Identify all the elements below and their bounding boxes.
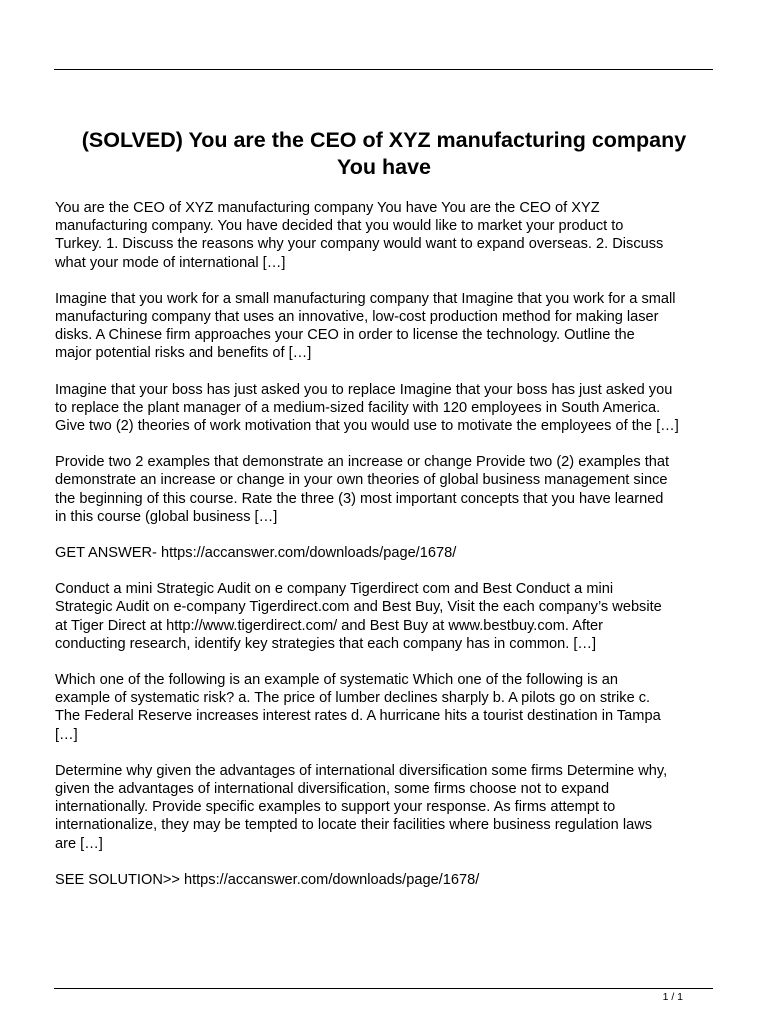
paragraph-ceo-xyz: You are the CEO of XYZ manufacturing company You have You are the CEO of XYZ manufacturing company. You have decided that you would like to market your product to Turkey. 1. Discuss the reasons why your company would want to expand overseas. 2. Discuss what your mode of international […]: [55, 200, 664, 271]
document-body: [55, 199, 717, 907]
see-solution-link[interactable]: SEE SOLUTION>> https://accanswer.com/downloads/page/1678/: [55, 871, 480, 888]
paragraph-strategic-audit: Conduct a mini Strategic Audit on e company Tigerdirect com and Best Conduct a mini Strategic Audit on e-company Tigerdirect.com and Best Buy, Visit the each company’s website at Tiger Direct at http://www.tigerdirect.com/ and Best Buy at www.bestbuy.com. After conducting research, identify key strategies that each company has in common. […]: [55, 581, 662, 652]
header-rule: [54, 69, 713, 70]
footer-rule: [54, 988, 713, 989]
paragraph-global-business: Provide two 2 examples that demonstrate an increase or change Provide two (2) examples that demonstrate an increase or change in your own theories of global business management since the beginning of this course. Rate the three (3) most important concepts that you have learned in this course (global business […]: [55, 454, 670, 525]
get-answer-link[interactable]: GET ANSWER- https://accanswer.com/downloads/page/1678/: [55, 545, 457, 562]
page-title: [40, 127, 728, 181]
title-line-2: You have: [337, 155, 431, 179]
paragraph-international-diversification: Determine why given the advantages of international diversification some firms Determine why, given the advantages of international diversification, some firms choose not to expand internationally. Provide specific examples to support your response. As firms attempt to internationalize, they may be tempted to locate their facilities where business regulation laws are […]: [55, 762, 668, 852]
paragraph-systematic-risk: Which one of the following is an example of systematic Which one of the following is an example of systematic risk? a. The price of lumber declines sharply b. A pilots go on strike c. The Federal Reserve increases interest rates d. A hurricane hits a tourist destination in Tampa […]: [55, 672, 661, 743]
paragraph-plant-manager: Imagine that your boss has just asked you to replace Imagine that your boss has just asked you to replace the plant manager of a medium-sized facility with 120 employees in South America. Give two (2) theories of work motivation that you would use to motivate the employees of the […]: [55, 381, 679, 435]
title-line-1: (SOLVED) You are the CEO of XYZ manufacturing company: [81, 128, 687, 152]
paragraph-small-manufacturing: Imagine that you work for a small manufacturing company that Imagine that you work for a small manufacturing company that uses an innovative, low-cost production method for making laser disks. A Chinese firm approaches your CEO in order to license the technology. Outline the major potential risks and benefits of […]: [55, 290, 676, 362]
page-number: 1 / 1: [662, 991, 683, 1003]
